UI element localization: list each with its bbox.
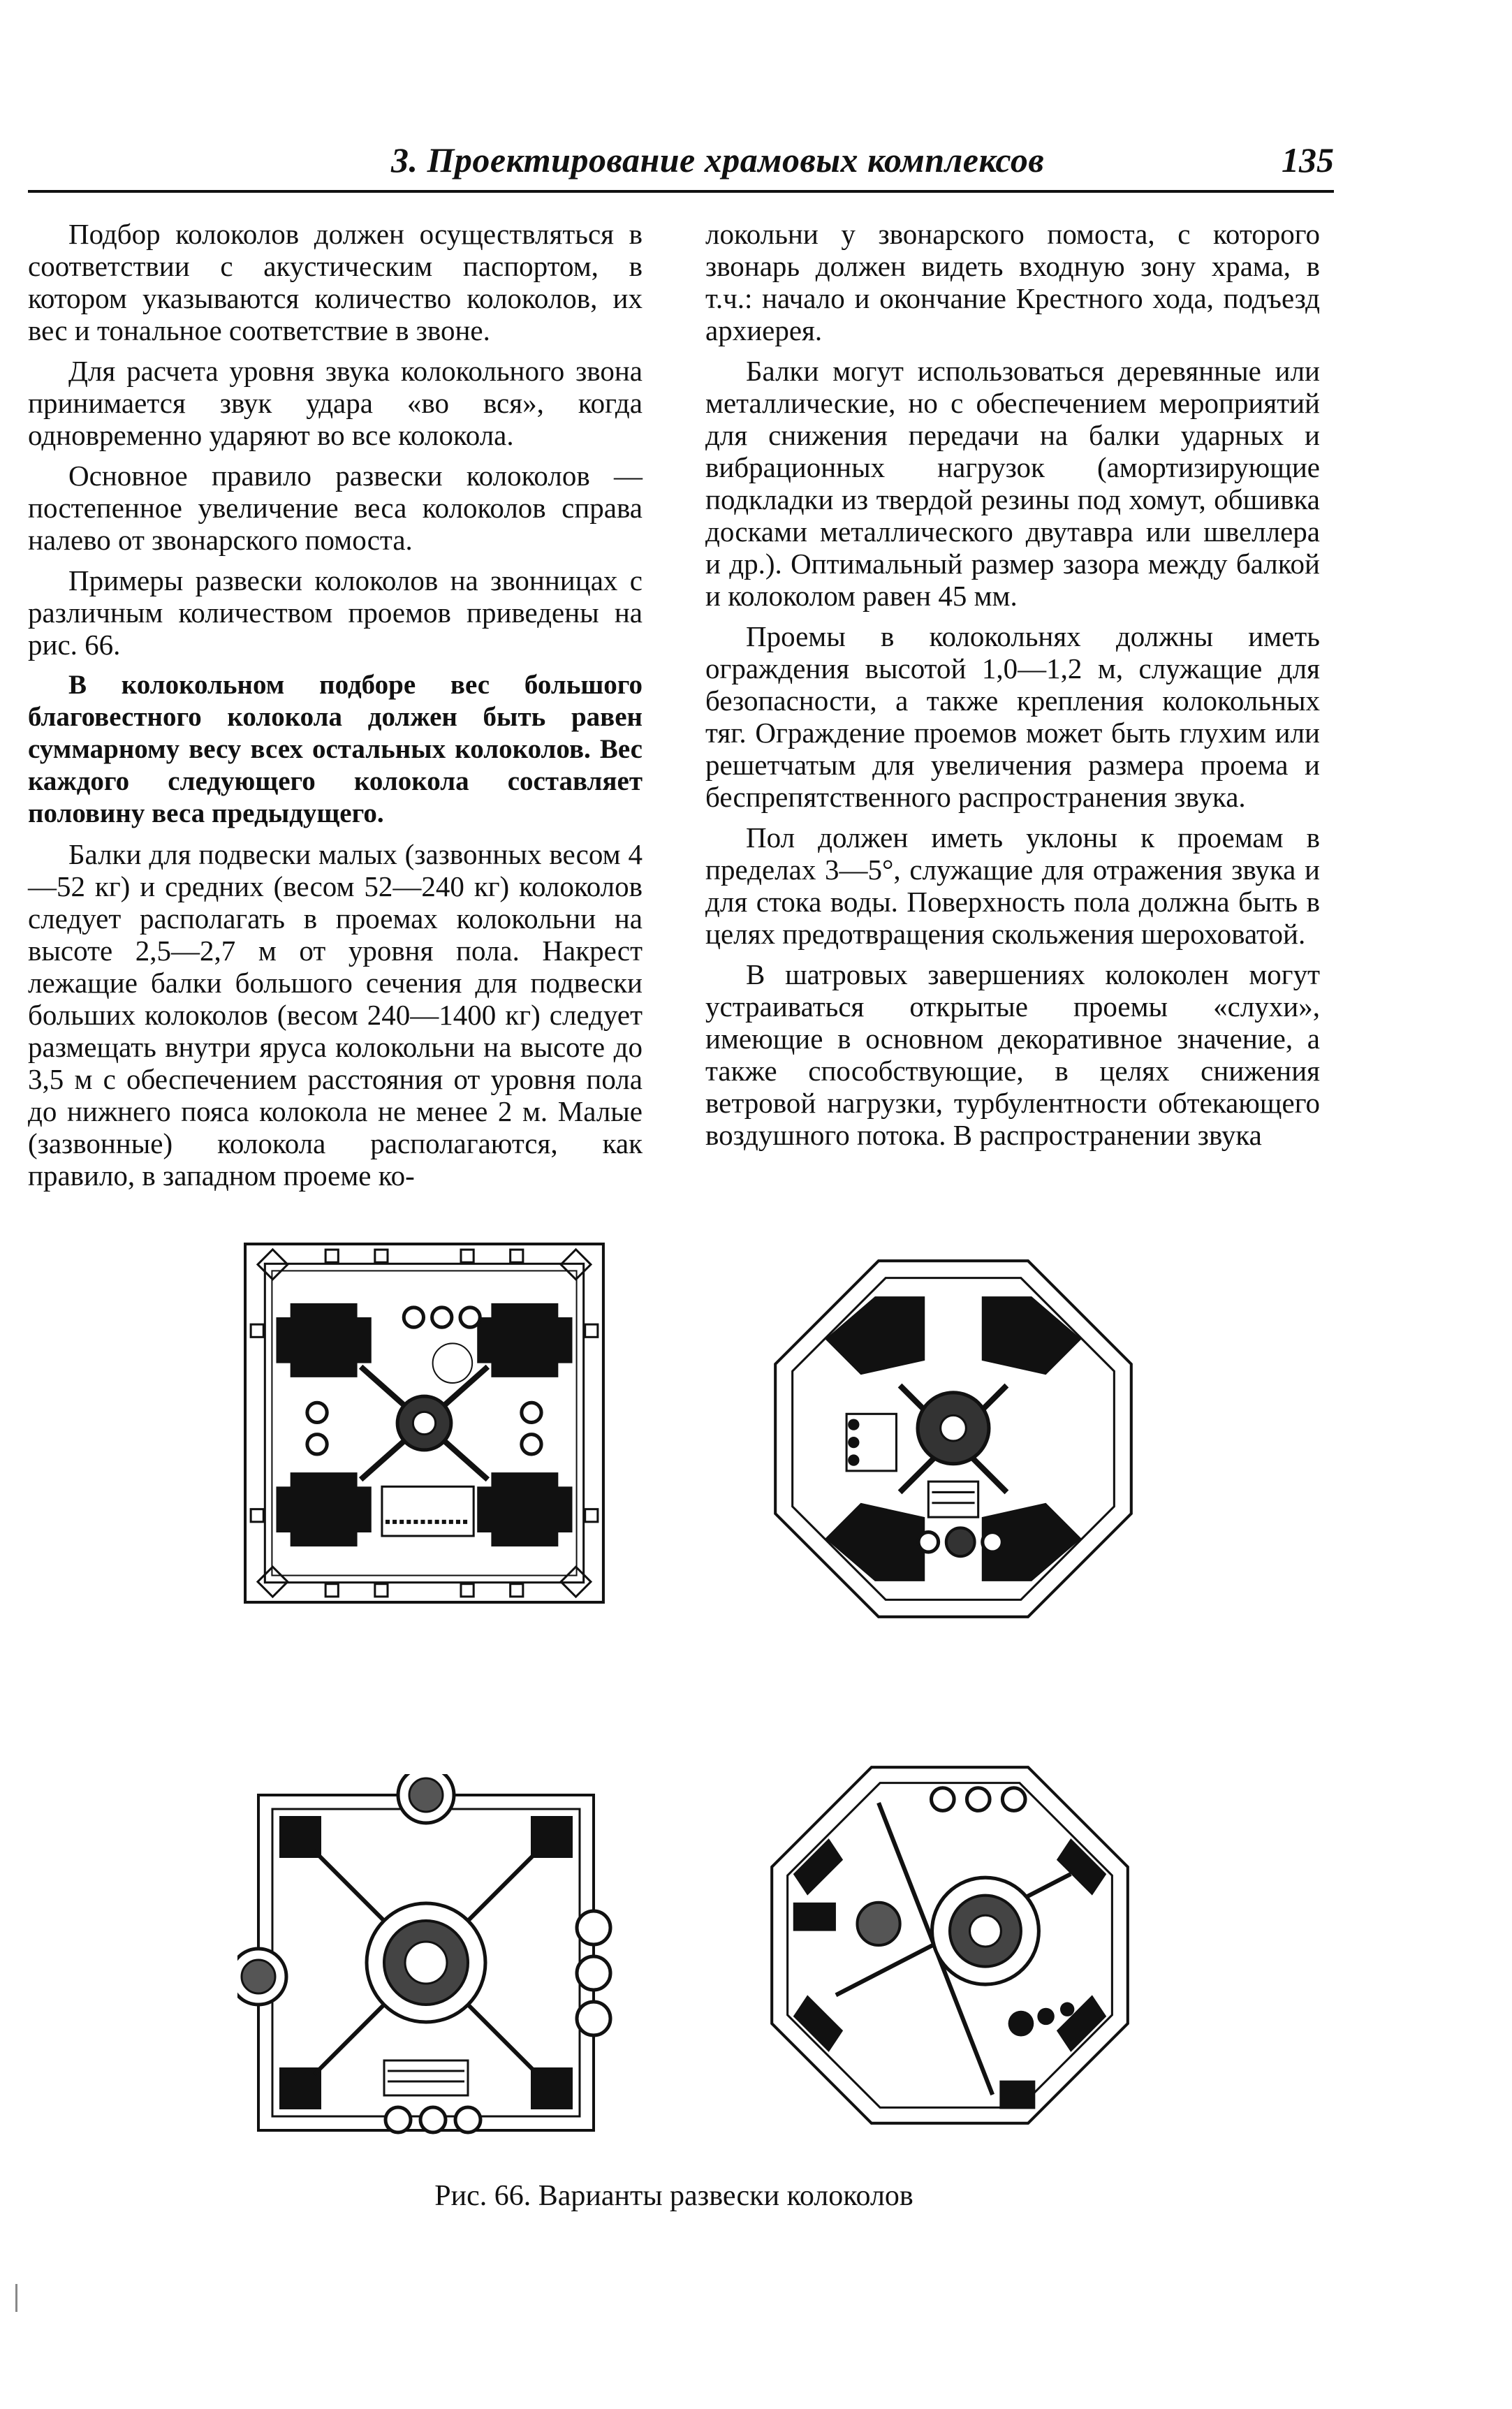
left-column (28, 218, 643, 1200)
figure-caption: Рис. 66. Варианты развески колоколов (434, 2180, 913, 2212)
paragraph: Для расчета уровня звука колокольного звона принимается звук удара «во вся», когда одновременно ударяют во все колокола. (28, 355, 643, 451)
bold-paragraph: В колокольном подборе вес большого благовестного колокола должен быть равен суммарному весу всех остальных колоколов. Вес каждого следующего колокола составляет половину веса предыдущего. (28, 670, 643, 828)
header-rule (28, 190, 1334, 193)
bell-plan-square-2 (237, 1774, 615, 2151)
bell-plan-square-1 (241, 1240, 608, 1606)
paragraph: Подбор колоколов должен осуществляться в соответствии с акустическим паспортом, в котором указываются количество колоколов, их вес и тональное соответствие в звоне. (28, 218, 643, 346)
paragraph: Пол должен иметь уклоны к проемам в пределах 3—5°, служащие для отражения звука и для стока воды. Поверхность пола должна быть в целях предотвращения скольжения шероховатой. (705, 821, 1320, 950)
paragraph: Балки могут использоваться деревянные или металлические, но с обеспечением мероприятий для снижения передачи на балки ударных и вибрационных нагрузок (амортизирующие подкладки из твердой резины под хомут, обшивка досками металлического двутавра или швеллера и др.). Оптимальный размер зазора между балкой и колоколом равен 45 мм. (705, 355, 1320, 612)
paragraph: локольни у звонарского помоста, с которого звонарь должен видеть входную зону храма, в т.ч.: начало и окончание Крестного хода, подъезд архиерея. (705, 218, 1320, 346)
right-column (705, 218, 1320, 1159)
page-number: 135 (1282, 140, 1334, 180)
paragraph: Основное правило развески колоколов — постепенное увеличение веса колоколов справа налево от звонарского помоста. (28, 460, 643, 556)
paragraph: Проемы в колокольнях должны иметь ограждения высотой 1,0—1,2 м, служащие для безопасности, а также крепления колокольных тяг. Ограждение проемов может быть глухим или решетчатым для увеличения размера проема и беспрепятственного распространения звука. (705, 620, 1320, 813)
paragraph: В шатровых завершениях колоколен могут устраиваться открытые проемы «слухи», имеющие в основном декоративное значение, а также способствующие, в целях снижения ветровой нагрузки, турбулентности обтекающего воздушного потока. В распространении звука (705, 958, 1320, 1151)
paragraph: Балки для подвески малых (зазвонных весом 4—52 кг) и средних (весом 52—240 кг) колоколов следует располагать в проемах колокольни на высоте 2,5—2,7 м от уровня пола. Накрест лежащие балки большого сечения для подвески больших колоколов (весом 240—1400 кг) следует размещать внутри яруса колокольни на высоте до 3,5 м с обеспечением расстояния от уровня пола до нижнего пояса колокола не менее 2 м. Малые (зазвонные) колокола располагаются, как правило, в западном проеме ко- (28, 838, 643, 1192)
scan-margin-mark (15, 2284, 17, 2312)
bell-plan-octagon-1 (768, 1254, 1138, 1624)
chapter-title: 3. Проектирование храмовых комплексов (391, 140, 1045, 180)
paragraph: Примеры развески колоколов на звонницах с различным количеством проемов приведены на рис. 66. (28, 564, 643, 661)
bell-plan-octagon-2 (765, 1760, 1135, 2130)
running-header (28, 140, 1334, 189)
